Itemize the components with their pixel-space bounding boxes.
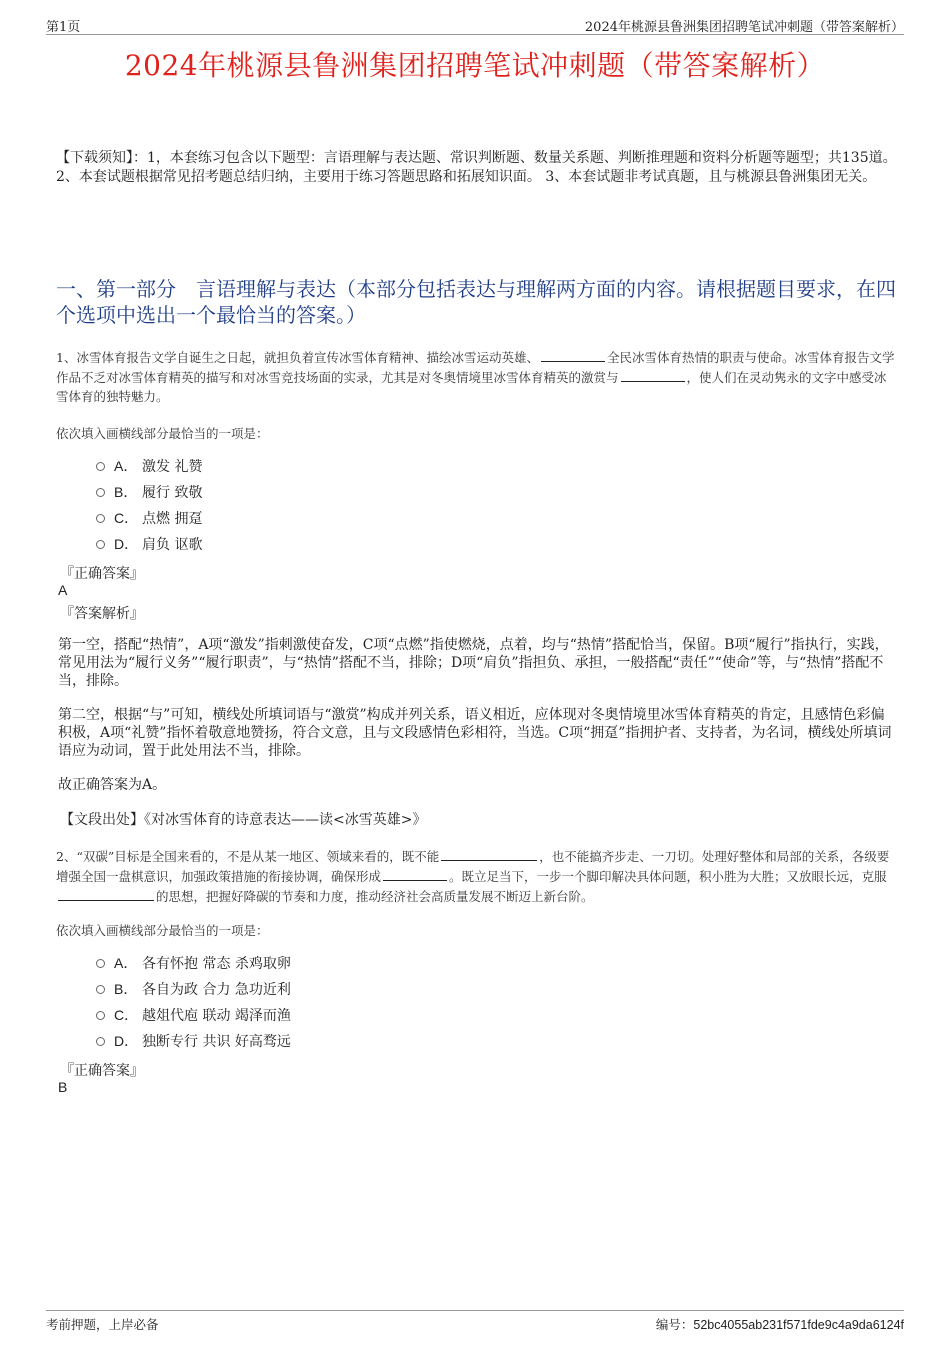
fill-blank: [541, 347, 605, 362]
download-notice: 【下载须知】：1，本套练习包含以下题型：言语理解与表达题、常识判断题、数量关系题、判断推理题和资料分析题等题型；共135道。 2、本套试题根据常见招考题总结归纳，主要用于练习答题思路和拓展知识面。 3、本套试题非考试真题，且与桃源县鲁洲集团无关。: [56, 150, 897, 185]
radio-icon[interactable]: [96, 1011, 105, 1020]
option-b[interactable]: B． 履行 致敬: [96, 479, 202, 505]
question-1-text: 1、冰雪体育报告文学自诞生之日起，就担负着宣传冰雪体育精神、描绘冰雪运动英雄、 全民冰雪体育热情的职责与使命。冰雪体育报告文学作品不乏对冰雪体育精英的描写和对冰雪竞技场面的实录，尤其是对冬奥情境里冰雪体育精英的激赏与 ，使人们在灵动隽永的文字中感受冰雪体育的独特魅力。: [56, 347, 898, 406]
correct-answer: B: [58, 1079, 68, 1095]
question-1-hint: 依次填入画横线部分最恰当的一项是：: [56, 426, 269, 441]
option-a[interactable]: A． 激发 礼赞: [96, 453, 202, 479]
correct-answer-label: 『正确答案』: [60, 566, 144, 582]
footer-slogan: 考前押题，上岸必备: [46, 1317, 159, 1332]
option-d[interactable]: D． 肩负 讴歌: [96, 531, 202, 557]
fill-blank: [621, 367, 685, 382]
fill-blank: [383, 866, 447, 881]
question-1-options: [96, 453, 202, 557]
fill-blank: [58, 886, 154, 901]
document-code: 编号：52bc4055ab231f571fde9c4a9da6124f: [655, 1317, 904, 1332]
page-footer: [46, 1310, 904, 1332]
radio-icon[interactable]: [96, 1037, 105, 1046]
option-c[interactable]: C． 越俎代庖 联动 竭泽而渔: [96, 1002, 291, 1028]
option-b[interactable]: B． 各自为政 合力 急功近利: [96, 976, 291, 1002]
option-c[interactable]: C． 点燃 拥趸: [96, 505, 202, 531]
option-a[interactable]: A． 各有怀抱 常态 杀鸡取卵: [96, 950, 291, 976]
radio-icon[interactable]: [96, 462, 105, 471]
header-doc-title: 2024年桃源县鲁洲集团招聘笔试冲刺题（带答案解析）: [584, 20, 904, 35]
section-title: 一、第一部分 言语理解与表达（本部分包括表达与理解两方面的内容。请根据题目要求，在四个选项中选出一个最恰当的答案。）: [56, 277, 896, 327]
page-header: [46, 14, 904, 35]
correct-answer: A: [58, 582, 68, 598]
analysis-paragraph-1: 第一空，搭配“热情”，A项“激发”指刺激使奋发，C项“点燃”指使燃烧，点着，均与“热情”搭配恰当，保留。B项“履行”指执行，实践，常见用法为“履行义务”“履行职责”，与“热情”搭配不当，排除；D项“肩负”指担负、承担，一般搭配“责任”“使命”等，与“热情”搭配不当，排除。: [58, 637, 889, 689]
passage-source: 【文段出处】《对冰雪体育的诗意表达——读<冰雪英雄>》: [60, 812, 427, 828]
radio-icon[interactable]: [96, 488, 105, 497]
question-2-text: 2、“双碳”目标是全国来看的，不是从某一地区、领域来看的，既不能 ，也不能搞齐步走、一刀切。处理好整体和局部的关系，各级要增强全国一盘棋意识，加强政策措施的衔接协调，确保形成 。既立足当下，一步一个脚印解决具体问题，积小胜为大胜；又放眼长远，克服的思想，把握好降碳的节奏和力度，推动经济社会高质量发展不断迈上新台阶。: [56, 846, 898, 906]
fill-blank: [441, 846, 537, 861]
option-d[interactable]: D． 独断专行 共识 好高骛远: [96, 1028, 291, 1054]
page-number: 第1页: [46, 20, 81, 35]
analysis-label: 『答案解析』: [60, 606, 144, 622]
radio-icon[interactable]: [96, 540, 105, 549]
analysis-conclusion: 故正确答案为A。: [58, 777, 167, 793]
analysis-paragraph-2: 第二空，根据“与”可知，横线处所填词语与“激赏”构成并列关系，语义相近，应体现对冬奥情境里冰雪体育精英的肯定，且感情色彩偏积极，A项“礼赞”指怀着敬意地赞扬，符合文意，且与文段感情色彩相符，当选。C项“拥趸”指拥护者、支持者，为名词，横线处所填词语应为动词，置于此处用法不当，排除。: [58, 707, 892, 759]
question-2-hint: 依次填入画横线部分最恰当的一项是：: [56, 923, 269, 938]
radio-icon[interactable]: [96, 514, 105, 523]
question-2-options: [96, 950, 291, 1054]
correct-answer-label: 『正确答案』: [60, 1063, 144, 1079]
radio-icon[interactable]: [96, 959, 105, 968]
document-title: 2024年桃源县鲁洲集团招聘笔试冲刺题（带答案解析）: [124, 49, 826, 82]
radio-icon[interactable]: [96, 985, 105, 994]
